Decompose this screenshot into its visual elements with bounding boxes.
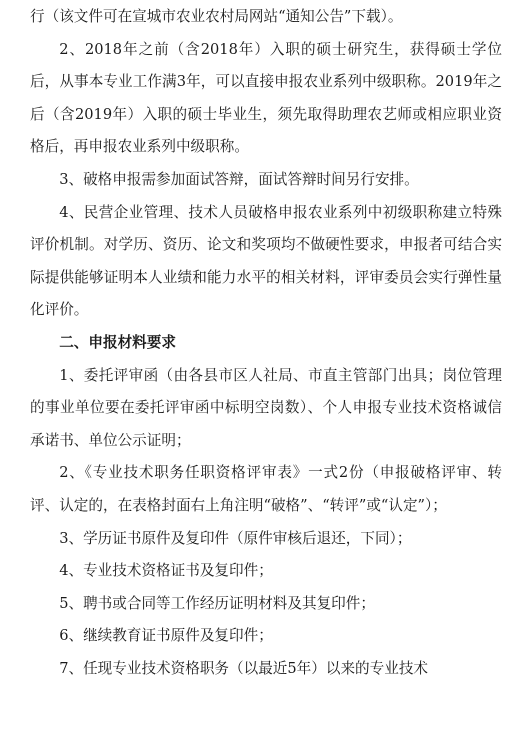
materials-item-5: 5、聘书或合同等工作经历证明材料及其复印件；: [59, 594, 375, 612]
materials-item-1: 1、委托评审函（由各县市区人社局、市直主管部门出具；岗位管理的事业单位要在委托评审函中标明空岗数）、个人申报专业技术资格诚信承诺书、单位公示证明；: [30, 366, 502, 449]
paragraph-item-2: 2、2018年之前（含2018年）入职的硕士研究生，获得硕士学位后，从事本专业工作满3年，可以直接申报农业系列中级职称。2019年之后（含2019年）入职的硕士毕业生，须先取得助理农艺师或相应职业资格后，再申报农业系列中级职称。: [30, 40, 502, 156]
materials-item-6: 6、继续教育证书原件及复印件；: [59, 627, 273, 645]
materials-item-4: 4、专业技术资格证书及复印件；: [59, 562, 273, 580]
paragraph-item-4: 4、民营企业管理、技术人员破格申报农业系列中初级职称建立特殊评价机制。对学历、资历、论文和奖项均不做硬性要求，申报者可结合实际提供能够证明本人业绩和能力水平的相关材料，评审委员会实行弹性量化评价。: [30, 203, 502, 319]
materials-item-3: 3、学历证书原件及复印件（原件审核后退还，下同）；: [59, 529, 412, 547]
materials-item-2: 2、《专业技术职务任职资格评审表》一式2份（申报破格评审、转评、认定的，在表格封面右上角注明“破格”、“转评”或“认定”）；: [30, 464, 502, 514]
materials-item-7: 7、任现专业技术资格职务（以最近5年）以来的专业技术: [59, 659, 429, 677]
paragraph-item-3: 3、破格申报需参加面试答辩，面试答辩时间另行安排。: [59, 170, 419, 188]
paragraph-continuation: 行（该文件可在宣城市农业农村局网站“通知公告”下载）。: [30, 8, 403, 25]
section-heading-materials: 二、申报材料要求: [59, 333, 176, 351]
